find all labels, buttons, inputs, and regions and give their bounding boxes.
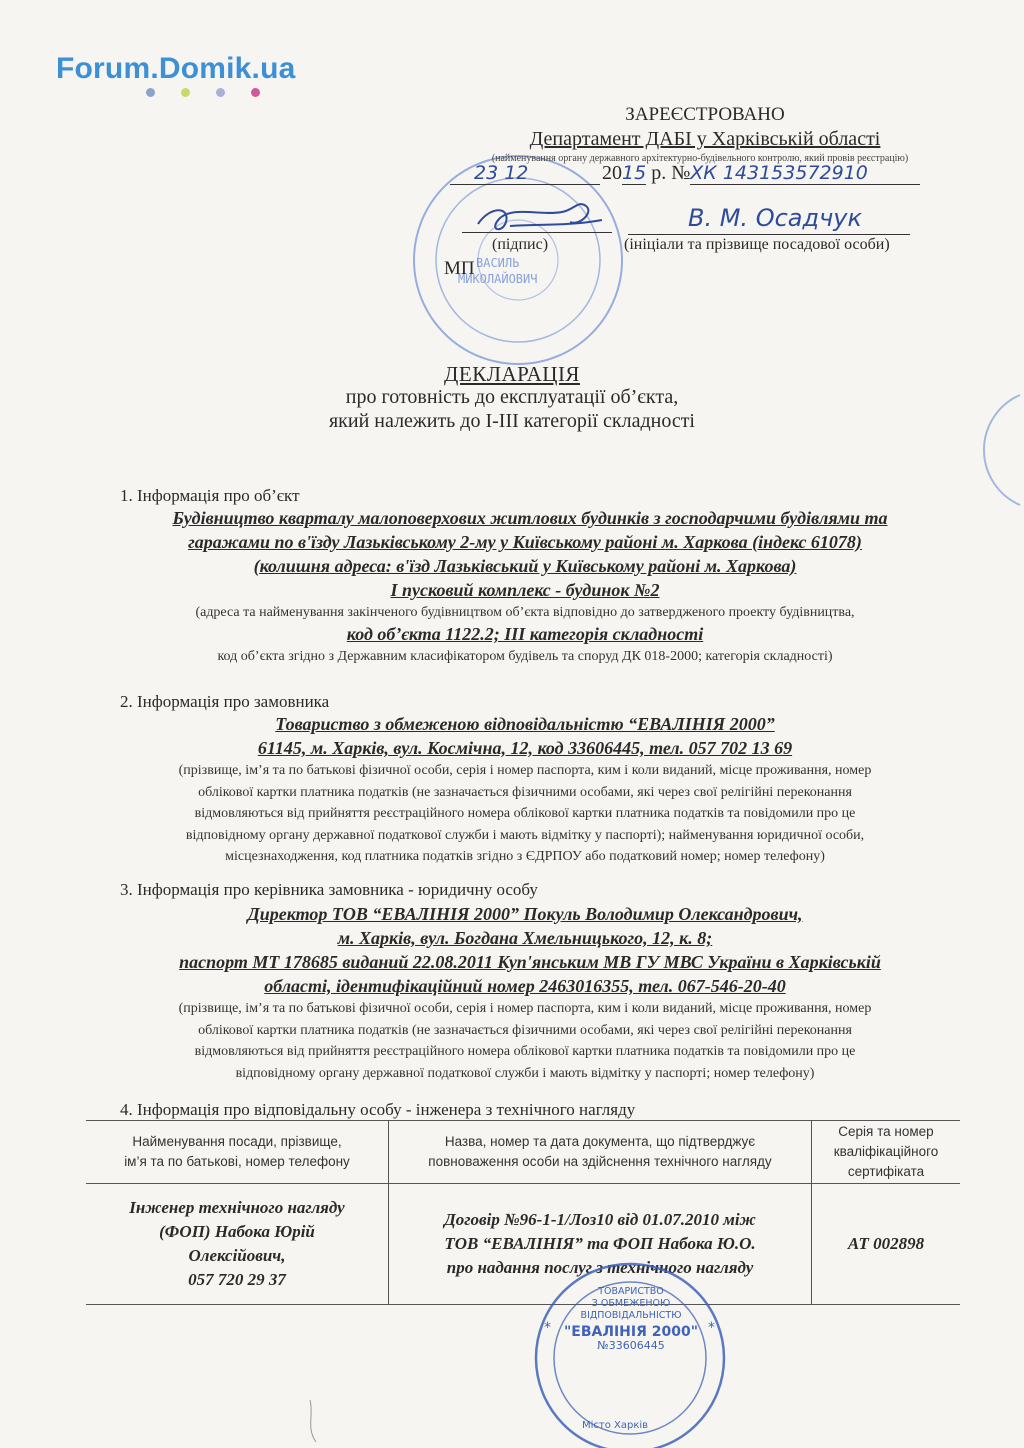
forum-watermark-logo: Forum.Domik.ua xyxy=(56,52,296,85)
section3-line1: Директор ТОВ “ЕВАЛІНІЯ 2000” Покуль Володимир Олександрович, xyxy=(247,904,803,924)
declaration-subtitle-1: про готовність до експлуатації об’єкта, xyxy=(345,386,679,408)
section3-line3: паспорт МТ 178685 виданий 22.08.2011 Куп'янським МВ ГУ МВС України в Харківській xyxy=(179,952,881,972)
cell-line: Договір №96-1-1/Лоз10 від 01.07.2010 між xyxy=(444,1210,756,1229)
table-row xyxy=(86,1184,960,1305)
company-stamp-line: З ОБМЕЖЕНОЮ xyxy=(591,1298,671,1309)
section2-note-line: облікової картки платника податків (не зазначається фізичними особами, які через свої релігійні переконання xyxy=(198,784,852,800)
registration-year-suffix: р. № xyxy=(646,162,691,184)
section4-heading: 4. Інформація про відповідальну особу - інженера з технічного нагляду xyxy=(120,1100,636,1119)
official-label: (ініціали та прізвище посадової особи) xyxy=(624,236,890,253)
registration-org-note: (найменування органу державного архітектурно-будівельного контролю, який провів реєстрацію) xyxy=(491,153,909,164)
section3-note-line: облікової картки платника податків (не зазначається фізичними особами, які через свої релігійні переконання xyxy=(198,1022,852,1038)
declaration-title: ДЕКЛАРАЦІЯ xyxy=(444,362,580,386)
cell-line: (ФОП) Набока Юрій xyxy=(159,1222,315,1241)
section3-line2: м. Харків, вул. Богдана Хмельницького, 12, к. 8; xyxy=(337,928,713,948)
registration-stamp-text-1: ВАСИЛЬ xyxy=(476,256,520,270)
section2-note xyxy=(90,760,960,868)
company-stamp-city: Місто Харків xyxy=(582,1420,649,1431)
table-header-cell xyxy=(812,1121,961,1184)
registrar-signature xyxy=(470,196,610,240)
svg-text:*: * xyxy=(544,1320,551,1336)
official-name: В. М. Осадчук xyxy=(688,204,862,232)
header-line: Назва, номер та дата документа, що підтверджує xyxy=(444,1134,756,1149)
header-line: Найменування посади, прізвище, xyxy=(132,1134,342,1149)
watermark-dots xyxy=(146,88,260,97)
cell-line: Олексійович, xyxy=(188,1246,286,1265)
section3-note-line: відмовляються від прийняття реєстраційного номера облікової картки платника податків та повідомили про це xyxy=(194,1044,856,1059)
section3-note xyxy=(90,998,960,1084)
section1-line3: (колишня адреса: в'їзд Лазьківський у Київському районі м. Харкова) xyxy=(253,556,797,576)
section3-line4: області, ідентифікаційний номер 2463016355, тел. 067-546-20-40 xyxy=(264,976,786,996)
registration-date-line xyxy=(450,162,920,185)
section2-note-line: відповідному органу державної податкової служби і мають відмітку у паспорті); найменування юридичної особи, xyxy=(185,827,865,843)
signature-line xyxy=(462,232,612,233)
registration-year: 15 xyxy=(622,162,647,184)
cell-line: Інженер технічного нагляду xyxy=(129,1198,345,1217)
registration-number: ХК 143153572910 xyxy=(690,162,920,185)
section2-note-line: (прізвище, ім’я та по батькові фізичної особи, серія і номер паспорта, ким і коли виданий, місце проживання, номер xyxy=(178,763,872,778)
section2-heading: 2. Інформація про замовника xyxy=(120,692,330,711)
section2-line2: 61145, м. Харків, вул. Космічна, 12, код 33606445, тел. 057 702 13 69 xyxy=(257,738,793,758)
registration-date: 23 12 xyxy=(450,162,600,185)
cell-line: ТОВ “ЕВАЛІНІЯ” та ФОП Набока Ю.О. xyxy=(444,1234,756,1253)
watermark-dot xyxy=(251,88,260,97)
watermark-dot xyxy=(181,88,190,97)
section1-note1: (адреса та найменування закінченого будівництвом об’єкта відповідно до затвердженого проекту будівництва, xyxy=(195,605,855,620)
signature-label: (підпис) xyxy=(492,236,549,253)
registration-year-prefix: 20 xyxy=(602,162,622,184)
watermark-dot xyxy=(146,88,155,97)
section1-note2: код об’єкта згідно з Державним класифікатором будівель та споруд ДК 018-2000; категорія складності) xyxy=(217,649,833,664)
section3-heading: 3. Інформація про керівника замовника - юридичну особу xyxy=(120,880,538,899)
header-line: ім’я та по батькові, номер телефону xyxy=(124,1154,350,1169)
tech-supervision-table xyxy=(86,1120,960,1305)
company-stamp-code: №33606445 xyxy=(597,1339,665,1352)
section2-note-line: місцезнаходження, код платника податків згідно з ЄДРПОУ або податковий номер; номер телефону) xyxy=(225,849,825,864)
declaration-subtitle-2: який належить до І-ІІІ категорії складності xyxy=(328,410,695,432)
section3-note-line: (прізвище, ім’я та по батькові фізичної особи, серія і номер паспорта, ким і коли виданий, місце проживання, номер xyxy=(178,1001,872,1016)
registration-stamp-text-2: МИКОЛАЙОВИЧ xyxy=(458,272,538,286)
company-stamp-line: ВІДПОВІДАЛЬНІСТЮ xyxy=(580,1310,682,1321)
header-line: сертифіката xyxy=(847,1164,925,1179)
section2-note-line: відмовляються від прийняття реєстраційного номера облікової картки платника податків та повідомили про це xyxy=(194,806,856,821)
header-line: повноваження особи на здійснення технічного нагляду xyxy=(428,1154,772,1169)
table-cell-certificate xyxy=(812,1184,961,1305)
company-stamp-name: "ЕВАЛІНІЯ 2000" xyxy=(563,1324,699,1340)
section1-line4: І пусковий комплекс - будинок №2 xyxy=(390,580,660,600)
table-header-row xyxy=(86,1121,960,1184)
cell-line: АТ 002898 xyxy=(847,1234,925,1253)
header-line: кваліфікаційного xyxy=(833,1144,939,1159)
svg-text:*: * xyxy=(708,1320,715,1336)
header-line: Серія та номер xyxy=(838,1124,934,1139)
registration-org: Департамент ДАБІ у Харківській області xyxy=(529,128,881,150)
table-header-cell xyxy=(86,1121,389,1184)
section3-note-line: відповідному органу державної податкової служби і мають відмітку у паспорті; номер телефону) xyxy=(235,1065,815,1081)
seal-mark: МП xyxy=(444,258,475,279)
official-name-line xyxy=(628,234,910,235)
cell-line: 057 720 29 37 xyxy=(188,1270,286,1289)
pencil-mark xyxy=(300,1398,330,1444)
section1-line1: Будівництво кварталу малоповерхових житлових будинків з господарчими будівлями та xyxy=(172,508,888,528)
company-stamp-text xyxy=(552,1286,710,1352)
table-cell-engineer xyxy=(86,1184,389,1305)
cell-line: про надання послуг з технічного нагляду xyxy=(446,1258,754,1277)
table-header-cell xyxy=(389,1121,812,1184)
company-stamp-line: ТОВАРИСТВО xyxy=(598,1286,664,1297)
section1-line2: гаражами по в'їзду Лазьківському 2-му у Київському районі м. Харкова (індекс 61078) xyxy=(188,532,862,552)
registration-title: ЗАРЕЄСТРОВАНО xyxy=(625,104,785,125)
watermark-dot xyxy=(216,88,225,97)
section2-line1: Товариство з обмеженою відповідальністю “ЕВАЛІНІЯ 2000” xyxy=(275,714,775,734)
section1-heading: 1. Інформація про об’єкт xyxy=(120,486,300,505)
section1-code-line: код об’єкта 1122.2; ІІІ категорія складності xyxy=(346,624,704,644)
